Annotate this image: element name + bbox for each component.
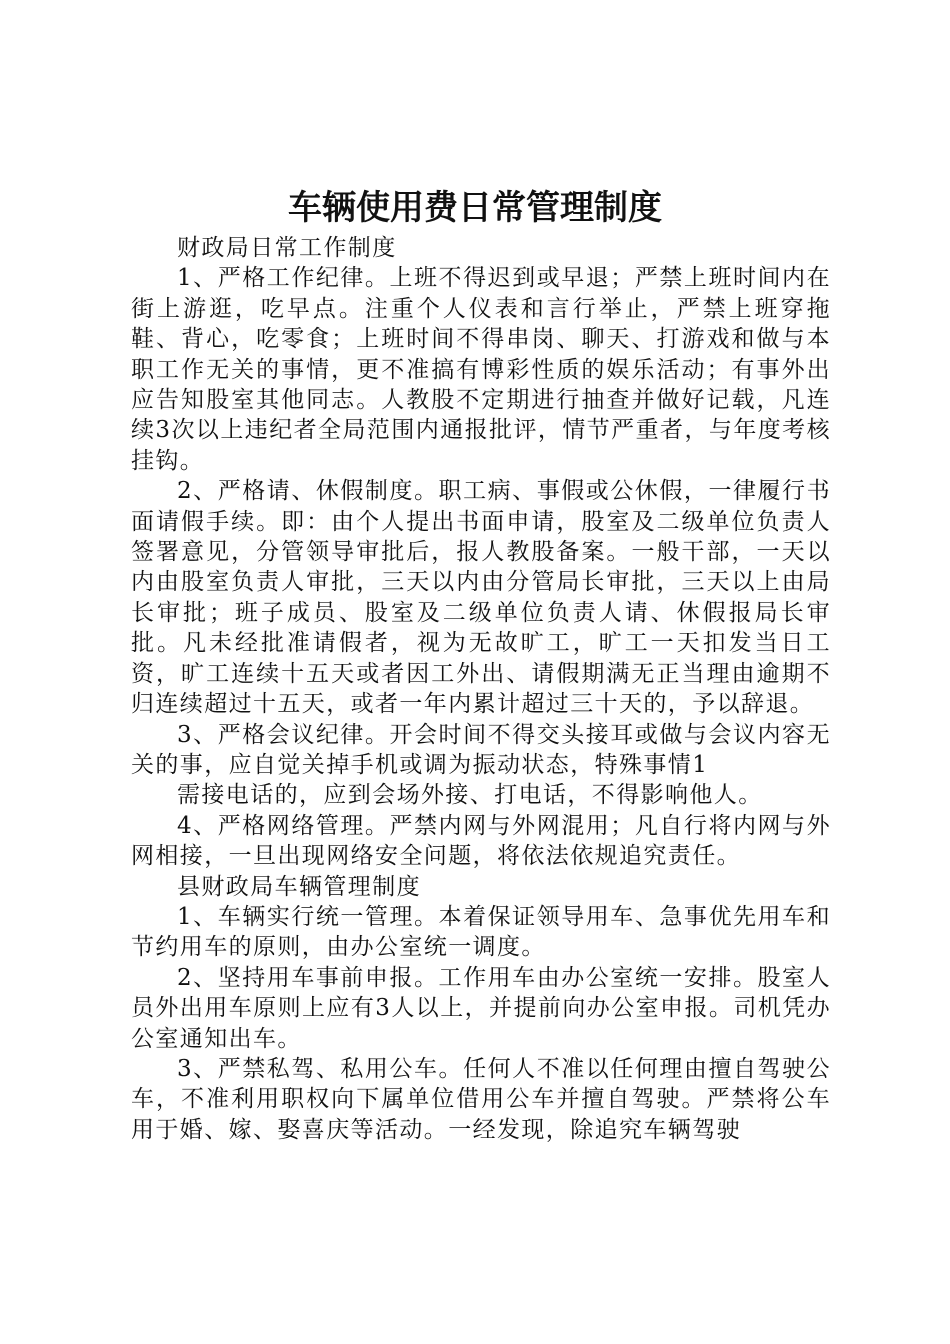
paragraph-prior-application: 2、坚持用车事前申报。工作用车由办公室统一安排。股室人员外出用车原则上应有3人以上，并提前向办公室申报。司机凭办公室通知出车。 [131,964,831,1052]
section-heading-vehicle-management: 县财政局车辆管理制度 [177,873,421,900]
paragraph-work-discipline: 1、严格工作纪律。上班不得迟到或早退；严禁上班时间内在街上游逛，吃早点。注重个人仪表和言行举止，严禁上班穿拖鞋、背心，吃零食；上班时间不得串岗、聊天、打游戏和做与本职工作无关的事情，更不准搞有博彩性质的娱乐活动；有事外出应告知股室其他同志。人教股不定期进行抽查并做好记载，凡连续3次以上违纪者全局范围内通报批评，情节严重者，与年度考核挂钩。 [131,265,831,474]
section-heading-daily-work: 财政局日常工作制度 [177,235,397,261]
paragraph-private-use-ban: 3、严禁私驾、私用公车。任何人不准以任何理由擅自驾驶公车，不准利用职权向下属单位借用公车并擅自驾驶。严禁将公车用于婚、嫁、娶喜庆等活动。一经发现，除追究车辆驾驶 [131,1055,831,1143]
paragraph-unified-management: 1、车辆实行统一管理。本着保证领导用车、急事优先用车和节约用车的原则，由办公室统一调度。 [131,903,831,961]
paragraph-phone-calls: 需接电话的，应到会场外接、打电话，不得影响他人。 [177,782,763,809]
paragraph-leave-system: 2、严格请、休假制度。职工病、事假或公休假，一律履行书面请假手续。即：由个人提出书面申请，股室及二级单位负责人签署意见，分管领导审批后，报人教股备案。一般干部，一天以内由股室负责人审批，三天以内由分管局长审批，三天以上由局长审批；班子成员、股室及二级单位负责人请、休假报局长审批。凡未经批准请假者，视为无故旷工，旷工一天扣发当日工资，旷工连续十五天或者因工外出、请假期满无正当理由逾期不归连续超过十五天，或者一年内累计超过三十天的，予以辞退。 [131,478,831,718]
paragraph-network-management: 4、严格网络管理。严禁内网与外网混用；凡自行将内网与外网相接，一旦出现网络安全问题，将依法依规追究责任。 [131,812,831,870]
paragraph-meeting-discipline: 3、严格会议纪律。开会时间不得交头接耳或做与会议内容无关的事，应自觉关掉手机或调为振动状态，特殊事情1 [131,721,831,778]
document-body [131,233,831,1145]
document-title: 车辆使用费日常管理制度 [288,188,662,228]
